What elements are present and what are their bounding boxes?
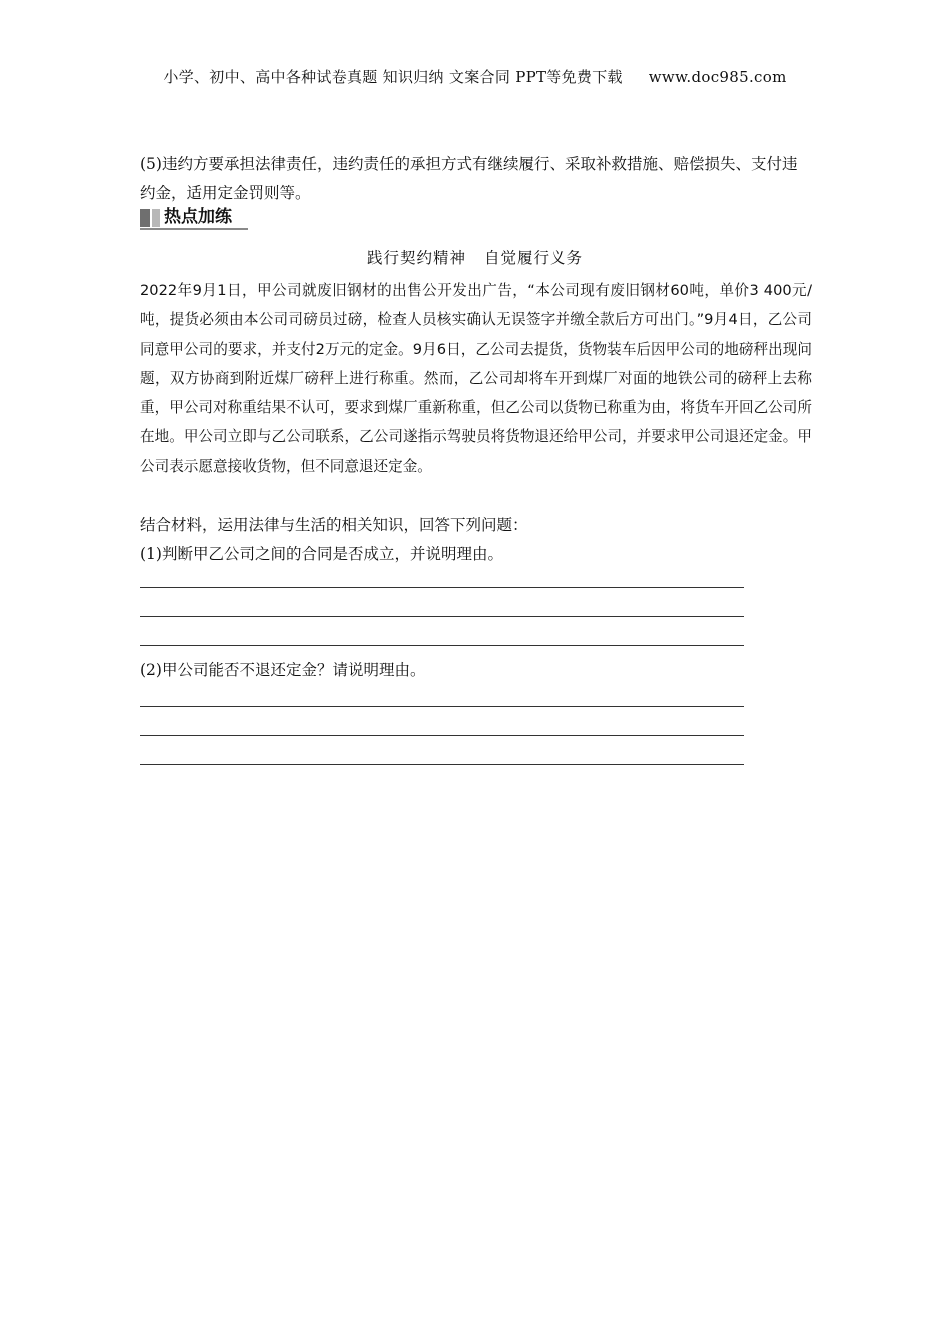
instruction: 结合材料，运用法律与生活的相关知识，回答下列问题： <box>140 516 528 534</box>
page-header <box>0 66 950 87</box>
answer-line[interactable] <box>140 764 744 765</box>
article-title-part1: 践行契约精神 <box>366 249 466 267</box>
article-title-part2: 自觉履行义务 <box>484 249 584 267</box>
section-title: 热点加练 <box>164 207 232 227</box>
point-5-paragraph: (5)违约方要承担法律责任，违约责任的承担方式有继续履行、采取补救措施、赔偿损失、支付违约金，适用定金罚则等。 <box>140 155 798 202</box>
section-heading <box>140 206 248 230</box>
article-body: 2022年9月1日，甲公司就废旧钢材的出售公开发出广告，“本公司现有废旧钢材60吨，单价3 400元/吨，提货必须由本公司司磅员过磅，检查人员核实确认无误签字并缴全款后方可出门。”9月4日，乙公司同意甲公司的要求，并支付2万元的定金。9月6日，乙公司去提货，货物装车后因甲公司的地磅秤出现问题，双方协商到附近煤厂磅秤上进行称重。然而，乙公司却将车开到煤厂对面的地铁公司的磅秤上去称重，甲公司对称重结果不认可，要求到煤厂重新称重，但乙公司以货物已称重为由，将货车开回乙公司所在地。甲公司立即与乙公司联系，乙公司遂指示驾驶员将货物退还给甲公司，并要求甲公司退还定金。甲公司表示愿意接收货物，但不同意退还定金。 <box>140 282 812 475</box>
question-2: (2)甲公司能否不退还定金？请说明理由。 <box>140 661 426 679</box>
question-1: (1)判断甲乙公司之间的合同是否成立，并说明理由。 <box>140 545 503 563</box>
answer-line[interactable] <box>140 706 744 707</box>
answer-line[interactable] <box>140 735 744 736</box>
heading-marker-icon <box>140 209 150 227</box>
heading-marker-light-icon <box>152 209 160 227</box>
answer-line[interactable] <box>140 616 744 617</box>
answer-line[interactable] <box>140 587 744 588</box>
header-text: 小学、初中、高中各种试卷真题 知识归纳 文案合同 PPT等免费下载 <box>163 68 623 86</box>
article-title <box>0 246 950 268</box>
answer-line[interactable] <box>140 645 744 646</box>
header-site-link[interactable]: www.doc985.com <box>648 68 787 86</box>
